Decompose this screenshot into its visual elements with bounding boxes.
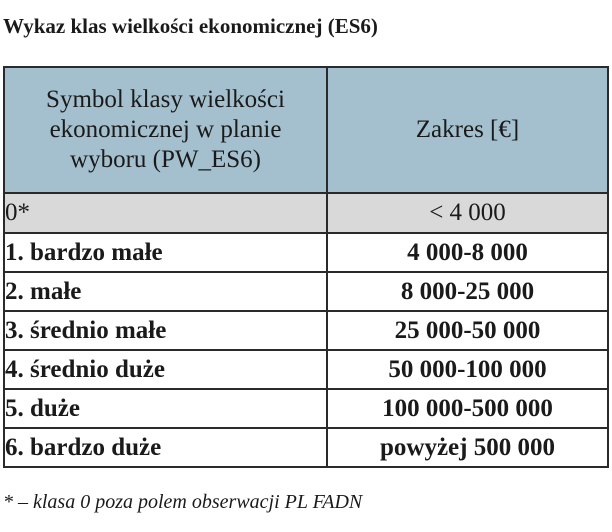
class-symbol-cell: 4. średnio duże [4, 350, 327, 389]
range-cell: 8 000-25 000 [327, 272, 608, 311]
table-row [4, 233, 608, 272]
table-row [4, 428, 608, 467]
table-header-row [4, 67, 608, 193]
class-symbol-cell: 3. średnio małe [4, 311, 327, 350]
es6-class-table [3, 66, 609, 468]
range-cell: < 4 000 [327, 193, 608, 233]
range-cell: 50 000-100 000 [327, 350, 608, 389]
table-title: Wykaz klas wielkości ekonomicznej (ES6) [3, 14, 378, 38]
range-cell: 4 000-8 000 [327, 233, 608, 272]
class-symbol-cell: 2. małe [4, 272, 327, 311]
class-symbol-cell: 6. bardzo duże [4, 428, 327, 467]
column-header-range: Zakres [€] [327, 67, 608, 193]
class-symbol-cell: 1. bardzo małe [4, 233, 327, 272]
table-row [4, 389, 608, 428]
range-cell: powyżej 500 000 [327, 428, 608, 467]
table-row [4, 311, 608, 350]
footnote: * – klasa 0 poza polem obserwacji PL FADN [3, 491, 363, 513]
range-cell: 25 000-50 000 [327, 311, 608, 350]
class-symbol-cell: 5. duże [4, 389, 327, 428]
class-symbol-cell: 0* [4, 193, 327, 233]
range-cell: 100 000-500 000 [327, 389, 608, 428]
table-row [4, 272, 608, 311]
column-header-symbol: Symbol klasy wielkości ekonomicznej w planie wyboru (PW_ES6) [4, 67, 327, 193]
table-row [4, 350, 608, 389]
table-row [4, 193, 608, 233]
